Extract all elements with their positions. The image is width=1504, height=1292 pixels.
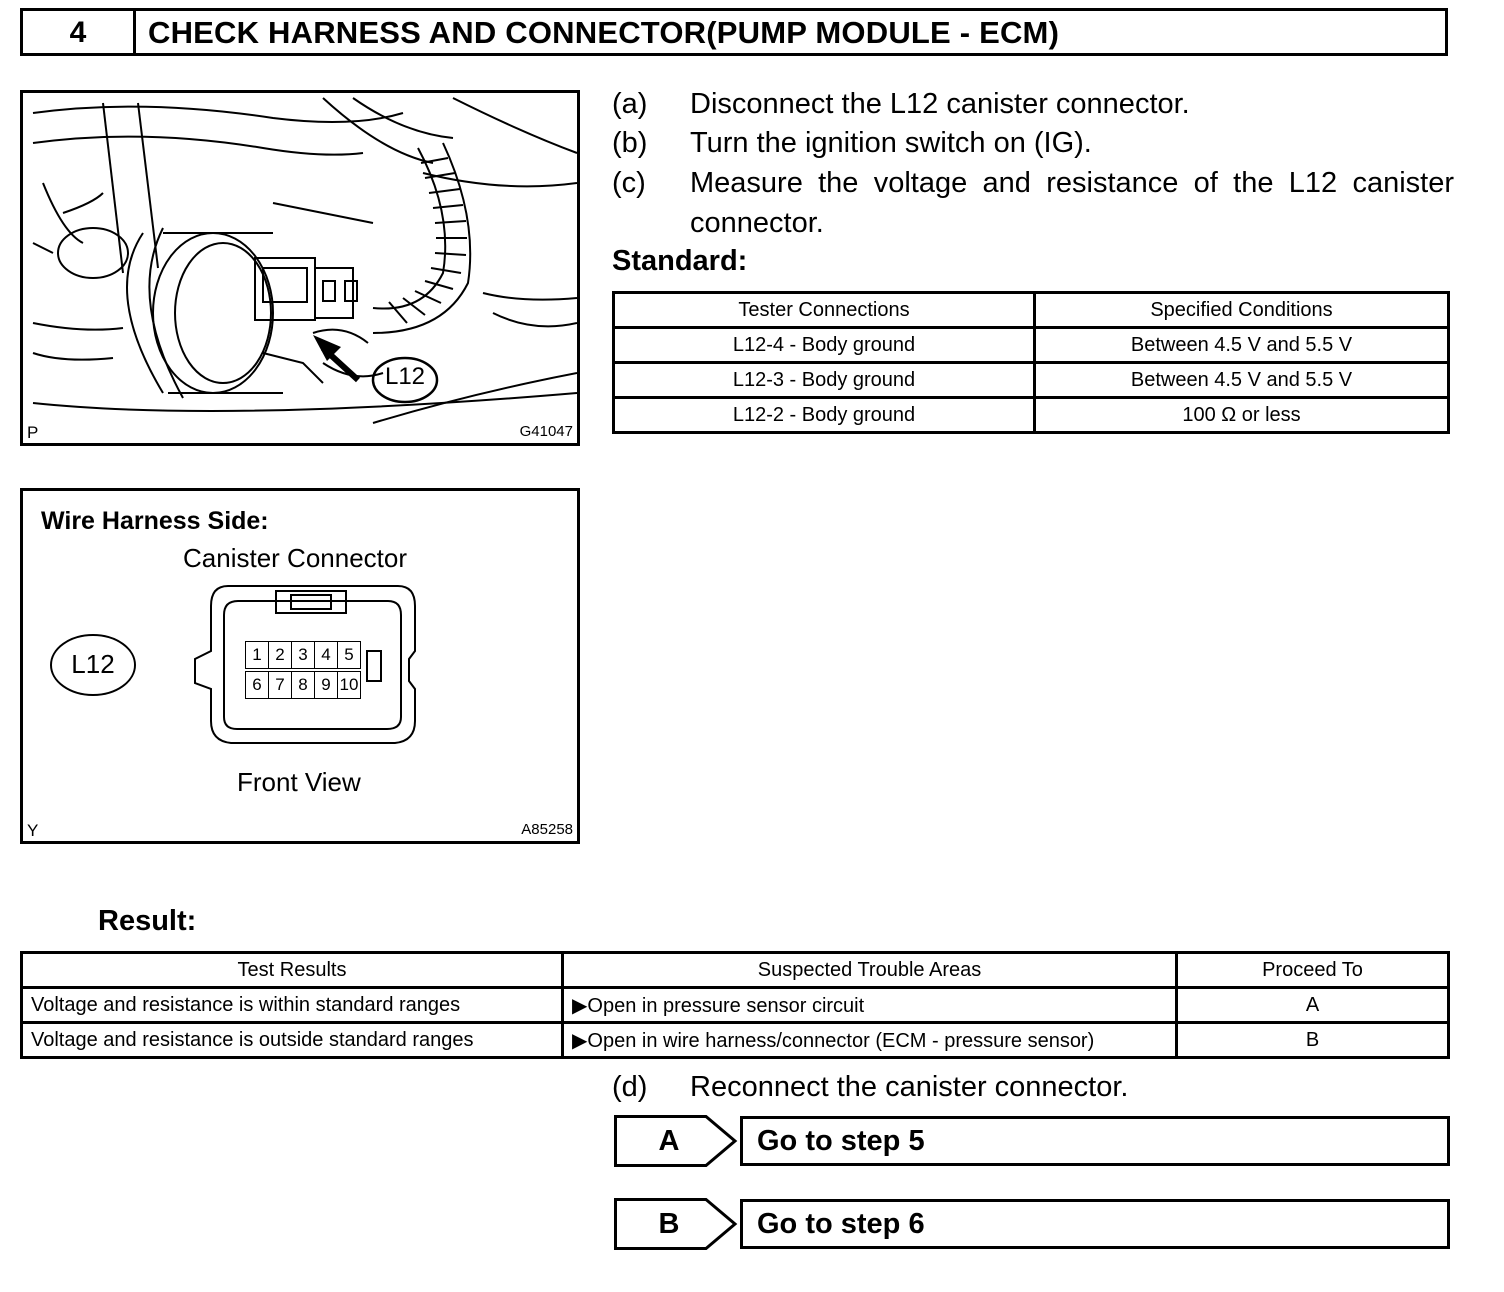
table-row	[614, 363, 1449, 398]
table-cell	[563, 988, 1177, 1023]
proceed-b-arrow	[614, 1198, 738, 1250]
proceed-a-arrow	[614, 1115, 738, 1167]
column-header: Tester Connections	[614, 293, 1035, 328]
pin: 5	[338, 641, 361, 669]
result-table	[20, 951, 1450, 1059]
bullet-triangle-icon: ▶	[572, 994, 588, 1017]
pin: 10	[338, 671, 361, 699]
pin: 4	[315, 641, 338, 669]
trouble-area-text: Open in pressure sensor circuit	[587, 994, 865, 1017]
step-text: Turn the ignition switch on (IG).	[690, 127, 1092, 159]
standard-heading: Standard:	[612, 245, 748, 277]
proceed-key: B	[658, 1208, 680, 1240]
column-header: Test Results	[22, 953, 563, 988]
go-to-step-6: Go to step 6	[740, 1199, 1450, 1249]
pin: 3	[292, 641, 315, 669]
trouble-area-text: Open in wire harness/connector (ECM - pressure sensor)	[587, 1029, 1095, 1052]
column-header: Specified Conditions	[1035, 293, 1449, 328]
table-cell	[563, 1023, 1177, 1058]
front-view-label: Front View	[237, 767, 361, 797]
step-text: Measure the voltage and resistance of the L12 canister connector.	[690, 167, 1454, 239]
wire-harness-heading: Wire Harness Side:	[41, 507, 269, 535]
table-cell: B	[1177, 1023, 1449, 1058]
table-cell: L12-2 - Body ground	[614, 398, 1035, 433]
table-cell: Between 4.5 V and 5.5 V	[1035, 363, 1449, 398]
step-label: (d)	[612, 1071, 648, 1103]
engine-illustration	[20, 90, 580, 446]
go-to-step-5: Go to step 5	[740, 1116, 1450, 1166]
figure2-corner-letter: Y	[27, 821, 39, 840]
table-cell: Voltage and resistance is within standard ranges	[22, 988, 563, 1023]
table-row	[22, 988, 1449, 1023]
step-label: (b)	[612, 127, 648, 159]
step-text: Reconnect the canister connector.	[690, 1071, 1129, 1103]
table-cell: L12-3 - Body ground	[614, 363, 1035, 398]
bullet-triangle-icon: ▶	[572, 1029, 588, 1052]
table-cell: Between 4.5 V and 5.5 V	[1035, 328, 1449, 363]
engine-drawing	[23, 93, 577, 443]
pin: 1	[245, 641, 269, 669]
step-number: 4	[23, 11, 136, 53]
pin-grid	[245, 641, 361, 699]
figure2-code: A85258	[521, 821, 573, 838]
table-row	[22, 1023, 1449, 1058]
standard-table	[612, 291, 1450, 434]
figure1-callout-label: L12	[384, 363, 426, 390]
table-row	[614, 398, 1449, 433]
connector-diagram	[20, 488, 580, 844]
pin: 7	[269, 671, 292, 699]
table-cell: 100 Ω or less	[1035, 398, 1449, 433]
step-header	[20, 8, 1448, 56]
result-heading: Result:	[98, 905, 197, 937]
table-cell: L12-4 - Body ground	[614, 328, 1035, 363]
step-text: Disconnect the L12 canister connector.	[690, 88, 1190, 120]
figure2-callout-label: L12	[71, 649, 115, 679]
table-header-row	[22, 953, 1449, 988]
column-header: Proceed To	[1177, 953, 1449, 988]
column-header: Suspected Trouble Areas	[563, 953, 1177, 988]
pin: 9	[315, 671, 338, 699]
table-cell: Voltage and resistance is outside standard ranges	[22, 1023, 563, 1058]
connector-name: Canister Connector	[183, 543, 407, 573]
step-label: (a)	[612, 88, 648, 120]
step-title: CHECK HARNESS AND CONNECTOR(PUMP MODULE - ECM)	[148, 15, 1060, 50]
pin: 2	[269, 641, 292, 669]
proceed-key: A	[658, 1125, 680, 1157]
pin: 6	[245, 671, 269, 699]
table-header-row	[614, 293, 1449, 328]
pin: 8	[292, 671, 315, 699]
table-row	[614, 328, 1449, 363]
step-label: (c)	[612, 167, 646, 199]
figure1-code: G41047	[519, 423, 573, 440]
figure1-corner-letter: P	[27, 423, 39, 442]
table-cell: A	[1177, 988, 1449, 1023]
